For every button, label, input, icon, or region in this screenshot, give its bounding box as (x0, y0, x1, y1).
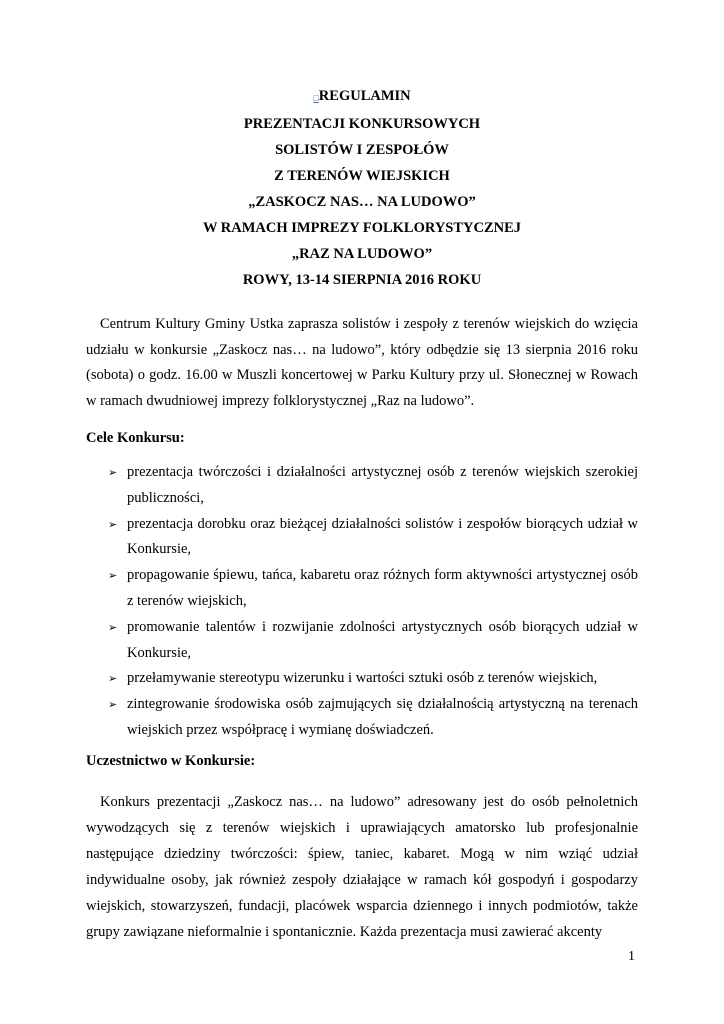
annotation-marker: □ (313, 93, 319, 103)
page-number: 1 (628, 949, 635, 964)
title-line: „RAZ NA LUDOWO” (291, 246, 433, 262)
arrow-bullet-icon: ➢ (108, 569, 118, 583)
title-line: ROWY, 13-14 SIERPNIA 2016 ROKU (242, 272, 482, 288)
arrow-bullet-icon: ➢ (108, 517, 118, 531)
participation-heading: Uczestnictwo w Konkursie: (86, 753, 256, 769)
list-item: ➢ przełamywanie stereotypu wizerunku i wartości sztuki osób z terenów wiejskich, (86, 666, 638, 692)
title-line: PREZENTACJI KONKURSOWYCH (243, 116, 481, 132)
title-line: □REGULAMIN (313, 88, 411, 104)
document-title (60, 83, 664, 293)
list-item: ➢ prezentacja twórczości i działalności artystycznej osób z terenów wiejskich szerokiej publiczności, (86, 460, 638, 512)
goals-list (86, 460, 638, 744)
arrow-bullet-icon: ➢ (108, 672, 118, 686)
list-item: ➢ prezentacja dorobku oraz bieżącej działalności solistów i zespołów biorących udział w Konkursie, (86, 512, 638, 564)
arrow-bullet-icon: ➢ (108, 466, 118, 479)
arrow-bullet-icon: ➢ (108, 620, 118, 634)
intro-paragraph: Centrum Kultury Gminy Ustka zaprasza solistów i zespoły z terenów wiejskich do wzięcia udziału w konkursie „Zaskocz nas… na ludowo”, który odbędzie się 13 sierpnia 2016 roku (sobota) o godz. 16.00 w Muszli koncertowej w Parku Kultury przy ul. Słonecznej w Rowach w ramach dwudniowej imprezy folklorystycznej „Raz na ludowo”. (86, 316, 638, 409)
participation-paragraph: Konkurs prezentacji „Zaskocz nas… na ludowo” adresowany jest do osób pełnoletnich wywodzących się z terenów wiejskich i uprawiających amatorsko lub profesjonalnie następujące dziedziny twórczości: śpiew, taniec, kabaret. Mogą w nim wziąć udział indywidualne osoby, jak również zespoły działające w ramach kół gospodyń i gospodarzy wiejskich, stowarzyszeń, fundacji, placówek wsparcia dziennego i innych podmiotów, także grupy zawiązane nieformalnie i spontanicznie. Każda prezentacja musi zawierać akcenty (86, 794, 638, 940)
title-line: „ZASKOCZ NAS… NA LUDOWO” (248, 194, 476, 210)
list-item: ➢ zintegrowanie środowiska osób zajmujących się działalnością artystyczną na terenach wiejskich przez współpracę i wymianę doświadczeń. (86, 692, 638, 744)
title-line: W RAMACH IMPREZY FOLKLORYSTYCZNEJ (202, 220, 522, 236)
goals-heading: Cele Konkursu: (86, 430, 185, 446)
title-line: SOLISTÓW I ZESPOŁÓW (275, 142, 449, 158)
arrow-bullet-icon: ➢ (108, 698, 118, 712)
title-line: Z TERENÓW WIEJSKICH (274, 168, 450, 184)
list-item: ➢ promowanie talentów i rozwijanie zdolności artystycznych osób biorących udział w Konkursie, (86, 615, 638, 667)
list-item: ➢ propagowanie śpiewu, tańca, kabaretu oraz różnych form aktywności artystycznej osób z terenów wiejskich, (86, 563, 638, 615)
